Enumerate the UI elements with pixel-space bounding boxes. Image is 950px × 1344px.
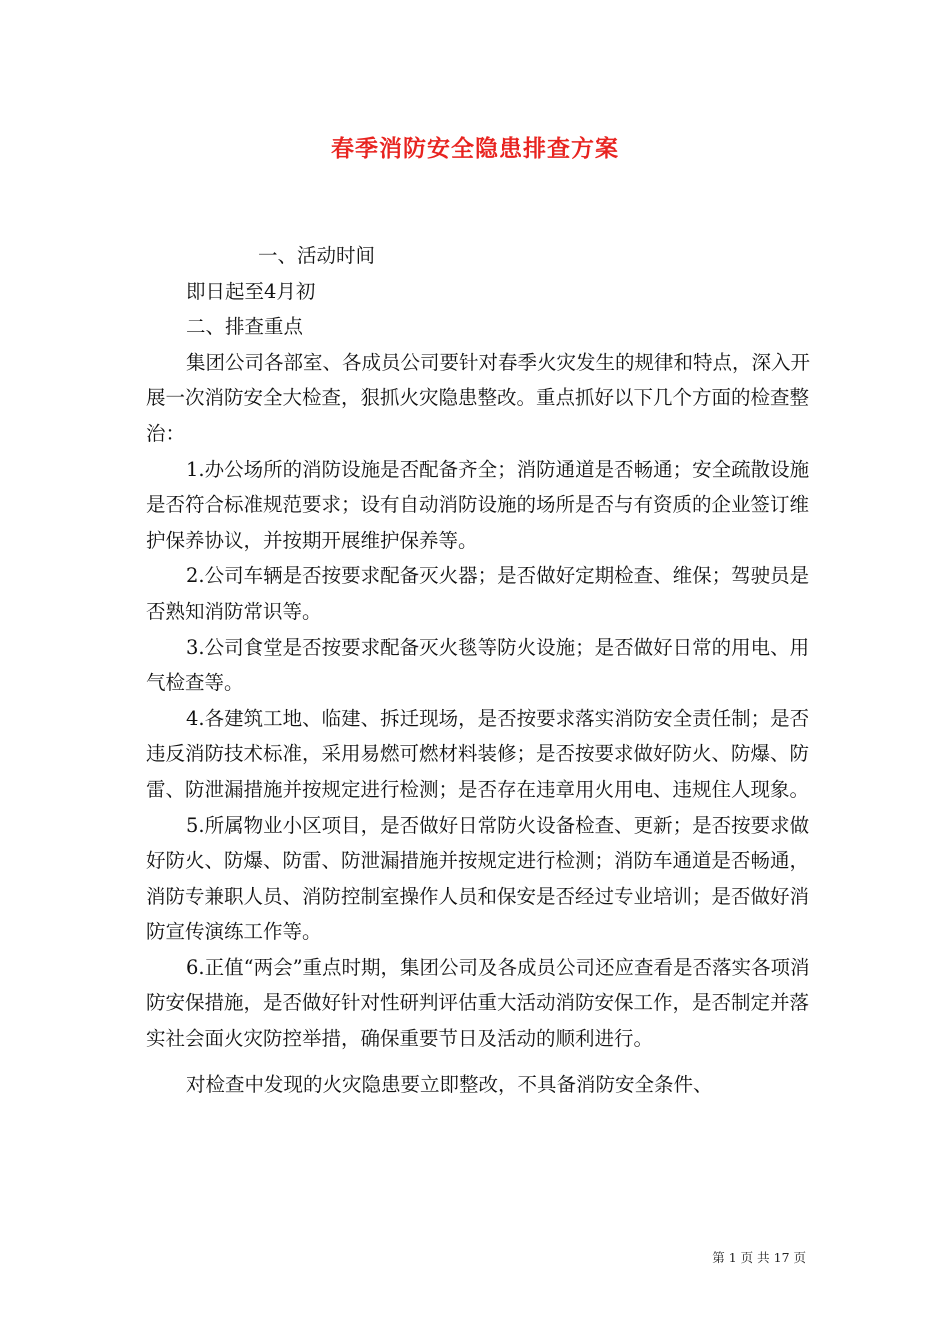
document-title: 春季消防安全隐患排查方案	[331, 135, 619, 162]
paragraph-intro: 集团公司各部室、各成员公司要针对春季火灾发生的规律和特点，深入开展一次消防安全大检查，狠抓火灾隐患整改。重点抓好以下几个方面的检查整治：	[146, 350, 811, 445]
paragraph-item-1: 1.办公场所的消防设施是否配备齐全；消防通道是否畅通；安全疏散设施是否符合标准规范要求；设有自动消防设施的场所是否与有资质的企业签订维护保养协议，并按期开展维护保养等。	[146, 457, 810, 552]
page-number-footer: 第 1 页 共 17 页	[712, 1250, 806, 1265]
paragraph-item-4: 4.各建筑工地、临建、拆迁现场，是否按要求落实消防安全责任制；是否违反消防技术标准，采用易燃可燃材料装修；是否按要求做好防火、防爆、防雷、防泄漏措施并按规定进行检测；是否存在违章用火用电、违规住人现象。	[146, 706, 810, 801]
paragraph-item-5: 5.所属物业小区项目，是否做好日常防火设备检查、更新；是否按要求做好防火、防爆、防雷、防泄漏措施并按规定进行检测；消防车通道是否畅通，消防专兼职人员、消防控制室操作人员和保安是否经过专业培训；是否做好消防宣传演练工作等。	[146, 813, 810, 944]
paragraph-item-3: 3.公司食堂是否按要求配备灭火毯等防火设施；是否做好日常的用电、用气检查等。	[146, 635, 810, 695]
section-heading-activity-time: 一、活动时间	[258, 244, 376, 267]
document-body	[146, 238, 820, 1102]
paragraph-item-6: 6.正值“两会”重点时期，集团公司及各成员公司还应查看是否落实各项消防安保措施，是否做好针对性研判评估重大活动消防安保工作，是否制定并落实社会面火灾防控举措，确保重要节日及活动的顺利进行。	[146, 955, 810, 1051]
paragraph-item-2: 2.公司车辆是否按要求配备灭火器；是否做好定期检查、维保；驾驶员是否熟知消防常识等。	[146, 564, 810, 623]
section-heading-inspection-focus: 二、排查重点	[186, 315, 304, 339]
paragraph-rectification: 对检查中发现的火灾隐患要立即整改，不具备消防安全条件、	[186, 1072, 713, 1096]
paragraph-activity-time: 即日起至4月初	[186, 279, 316, 303]
